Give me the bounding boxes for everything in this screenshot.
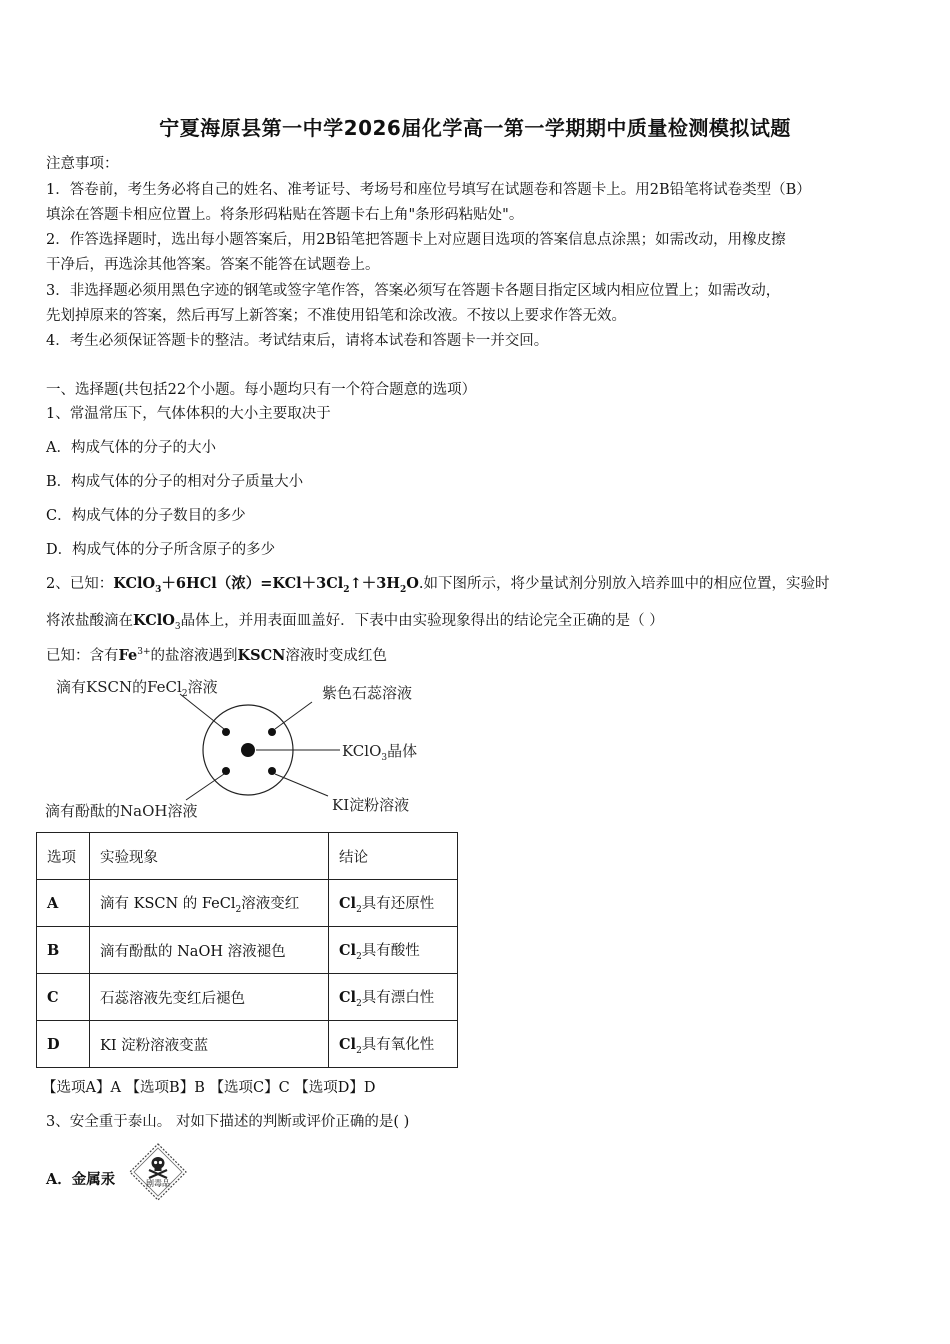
- section-heading: 一、选择题(共包括22个小题。每小题均只有一个符合题意的选项）: [46, 382, 477, 398]
- label-ki: KI淀粉溶液: [332, 796, 410, 814]
- table-header-row: [37, 833, 458, 880]
- label-kclo3: KClO$_3$晶体: [342, 742, 418, 763]
- question-1-option-a: A．构成气体的分子的大小: [46, 440, 216, 456]
- question-3-option-a: A．金属汞: [46, 1171, 116, 1188]
- option-cell: D: [37, 1021, 90, 1068]
- petri-dish-diagram: [40, 672, 460, 827]
- notice-line: 干净后，再选涂其他答案。答案不能答在试题卷上。: [46, 257, 380, 273]
- label-fecl2: 滴有KSCN的FeCl$_2$溶液: [56, 678, 218, 699]
- table-row: [37, 880, 458, 927]
- phenomenon-cell: KI 淀粉溶液变蓝: [90, 1021, 329, 1068]
- results-table: [36, 832, 458, 1068]
- table-row: [37, 974, 458, 1021]
- table-row: [37, 927, 458, 974]
- question-2-known: 已知：含有$Fe^{3+}$的盐溶液遇到KSCN溶液时变成红色: [46, 647, 387, 664]
- question-1-option-d: D．构成气体的分子所含原子的多少: [46, 542, 276, 558]
- skull-crossbones-icon: [128, 1142, 188, 1202]
- ki-dot: [268, 767, 276, 775]
- conclusion-cell: $Cl_2$具有漂白性: [329, 974, 458, 1021]
- phenomenon-cell: 滴有酚酞的 NaOH 溶液褪色: [90, 927, 329, 974]
- notice-heading: 注意事项：: [46, 156, 119, 172]
- toxic-hazard-icon: [128, 1142, 188, 1202]
- phenomenon-cell: 滴有 KSCN 的 FeCl$_2$溶液变红: [90, 880, 329, 927]
- badge-label: 剧毒品: [146, 1179, 170, 1188]
- equation: KClO$_3$＋6HCl（浓）$=KCl+3Cl_2↑+3H_2O$: [113, 575, 419, 595]
- question-3-stem: 3、安全重于泰山。 对如下描述的判断或评价正确的是( ): [46, 1114, 410, 1130]
- fecl2-dot: [222, 728, 230, 736]
- notice-line: 1．答卷前，考生务必将自己的姓名、准考证号、考场号和座位号填写在试题卷和答题卡上。用2B铅笔将试卷类型（B）: [46, 182, 811, 198]
- table-header: 结论: [329, 833, 458, 880]
- leader-line: [275, 702, 312, 729]
- question-2-stem: 2、已知：KClO$_3$＋6HCl（浓）$=KCl+3Cl_2↑+3H_2O$.如下图所示，将少量试剂分别放入培养皿中的相应位置，实验时: [46, 575, 830, 595]
- notice-line: 2．作答选择题时，选出每小题答案后，用2B铅笔把答题卡上对应题目选项的答案信息点涂黑；如需改动，用橡皮擦: [46, 232, 786, 248]
- notice-line: 先划掉原来的答案，然后再写上新答案；不准使用铅笔和涂改液。不按以上要求作答无效。: [46, 308, 626, 324]
- answer-options: 【选项A】A 【选项B】B 【选项C】C 【选项D】D: [42, 1080, 376, 1096]
- kclo3-dot: [241, 743, 255, 757]
- notice-line: 填涂在答题卡相应位置上。将条形码粘贴在答题卡右上角"条形码粘贴处"。: [46, 207, 524, 223]
- naoh-dot: [222, 767, 230, 775]
- question-2-number: 2、已知：: [46, 576, 114, 592]
- question-1-option-c: C．构成气体的分子数目的多少: [46, 508, 246, 524]
- conclusion-cell: $Cl_2$具有氧化性: [329, 1021, 458, 1068]
- question-2-stem-line2: 将浓盐酸滴在KClO$_3$晶体上，并用表面皿盖好．下表中由实验现象得出的结论完全正确的是（ ）: [46, 612, 664, 632]
- page-title: 宁夏海原县第一中学2026届化学高一第一学期期中质量检测模拟试题: [159, 116, 791, 140]
- option-cell: B: [37, 927, 90, 974]
- option-cell: C: [37, 974, 90, 1021]
- table-row: [37, 1021, 458, 1068]
- label-litmus: 紫色石蕊溶液: [322, 684, 413, 702]
- notice-line: 4．考生必须保证答题卡的整洁。考试结束后，请将本试卷和答题卡一并交回。: [46, 333, 549, 349]
- question-1-option-b: B．构成气体的分子的相对分子质量大小: [46, 474, 304, 490]
- phenomenon-cell: 石蕊溶液先变红后褪色: [90, 974, 329, 1021]
- conclusion-cell: $Cl_2$具有还原性: [329, 880, 458, 927]
- litmus-dot: [268, 728, 276, 736]
- notice-line: 3．非选择题必须用黑色字迹的钢笔或签字笔作答，答案必须写在答题卡各题目指定区域内相应位置上；如需改动，: [46, 283, 781, 299]
- label-naoh: 滴有酚酞的NaOH溶液: [45, 802, 198, 820]
- leader-line: [186, 774, 224, 800]
- option-cell: A: [37, 880, 90, 927]
- table-header: 实验现象: [90, 833, 329, 880]
- leader-line: [275, 774, 328, 796]
- question-1-stem: 1、常温常压下，气体体积的大小主要取决于: [46, 406, 331, 422]
- leader-line: [180, 694, 224, 729]
- table-header: 选项: [37, 833, 90, 880]
- conclusion-cell: $Cl_2$具有酸性: [329, 927, 458, 974]
